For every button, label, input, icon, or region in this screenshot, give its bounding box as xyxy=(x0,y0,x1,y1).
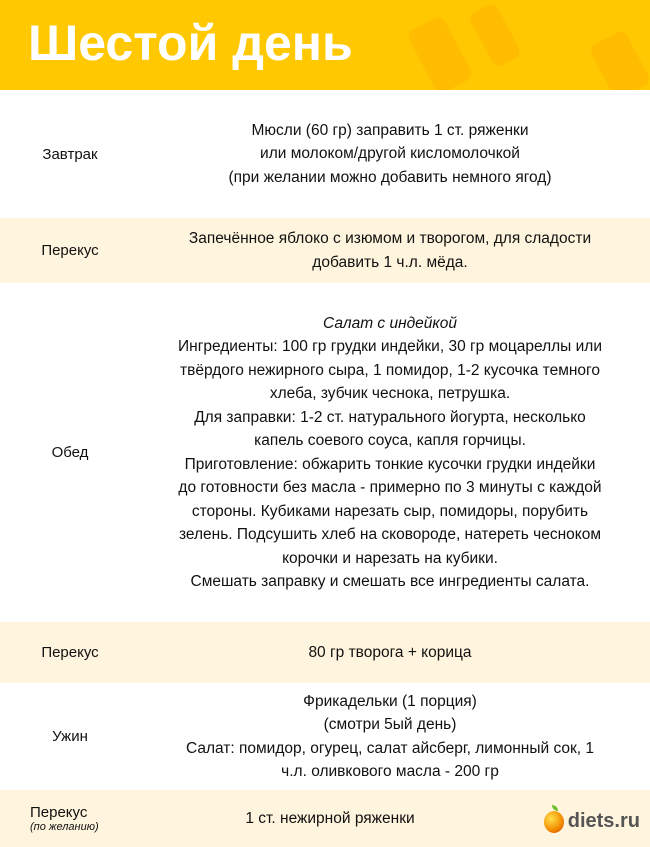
content-line: зелень. Подсушить хлеб на сковороде, натереть чесноком xyxy=(178,526,602,543)
apple-icon xyxy=(544,811,564,833)
logo-text: diets.ru xyxy=(567,810,640,832)
meal-content xyxy=(140,790,520,847)
meal-row xyxy=(0,683,650,790)
meal-content xyxy=(140,683,640,790)
meal-label-cell xyxy=(0,90,140,218)
meal-row xyxy=(0,622,650,683)
content-line: капель соевого соуса, капля горчицы. xyxy=(254,432,526,449)
header-banner xyxy=(0,0,650,90)
meal-content xyxy=(140,622,640,683)
content-line: Фрикадельки (1 порция) xyxy=(303,692,477,710)
meal-label-cell xyxy=(0,283,140,622)
meal-label: Перекус xyxy=(41,242,99,259)
meal-content xyxy=(140,218,640,283)
meal-label: Обед xyxy=(51,444,89,461)
content-line: 80 гр творога + корица xyxy=(308,643,472,661)
meal-label-cell xyxy=(0,790,140,847)
content-line: или молоком/другой кисломолочкой xyxy=(260,145,520,163)
diets-logo xyxy=(544,810,640,833)
content-line: стороны. Кубиками нарезать сыр, помидоры, порубить xyxy=(191,502,589,520)
content-line: Салат: помидор, огурец, салат айсберг, лимонный сок, 1 xyxy=(185,739,595,757)
meal-content xyxy=(140,283,640,622)
content-line: Для заправки: 1-2 ст. натурального йогурта, несколько xyxy=(194,408,586,426)
meal-label-cell xyxy=(0,683,140,790)
content-line: твёрдого нежирного сыра, 1 помидор, 1-2 кусочка темного xyxy=(180,361,600,379)
content-line: добавить 1 ч.л. мёда. xyxy=(312,253,468,271)
meal-label: Завтрак xyxy=(42,145,98,163)
content-line: (при желании можно добавить немного ягод) xyxy=(228,168,552,186)
content-line: (смотри 5ый день) xyxy=(323,716,457,733)
content-line: хлеба, зубчик чеснока, петрушка. xyxy=(269,385,511,402)
meal-label-cell xyxy=(0,622,140,683)
content-line: Смешать заправку и смешать все ингредиенты салата. xyxy=(190,573,590,590)
meal-row xyxy=(0,90,650,218)
meal-label: Перекус xyxy=(30,804,88,821)
meal-row xyxy=(0,283,650,622)
content-line: корочки и нарезать на кубики. xyxy=(282,549,498,567)
meal-row xyxy=(0,218,650,283)
meal-content xyxy=(140,90,640,218)
content-line: Ингредиенты: 100 гр грудки индейки, 30 гр моцареллы или xyxy=(178,338,602,355)
meal-label: Перекус xyxy=(41,644,99,661)
content-line: Запечённое яблоко с изюмом и творогом, для сладости xyxy=(188,230,592,247)
meal-sublabel: (по желанию) xyxy=(30,821,99,833)
content-line: Приготовление: обжарить тонкие кусочки грудки индейки xyxy=(184,455,596,473)
content-line: ч.л. оливкового масла - 200 гр xyxy=(281,763,499,780)
page-title: Шестой день xyxy=(28,15,353,71)
meal-label-cell xyxy=(0,218,140,283)
watermark-shape xyxy=(468,1,523,68)
meal-label: Ужин xyxy=(52,728,88,745)
content-line: 1 ст. нежирной ряженки xyxy=(245,809,415,827)
recipe-title: Салат с индейкой xyxy=(323,314,457,332)
watermark-shape xyxy=(588,29,650,90)
content-line: до готовности без масла - примерно по 3 минуты с каждой xyxy=(178,479,602,496)
content-line: Мюсли (60 гр) заправить 1 ст. ряженки xyxy=(251,121,529,139)
watermark-shape xyxy=(406,15,474,90)
